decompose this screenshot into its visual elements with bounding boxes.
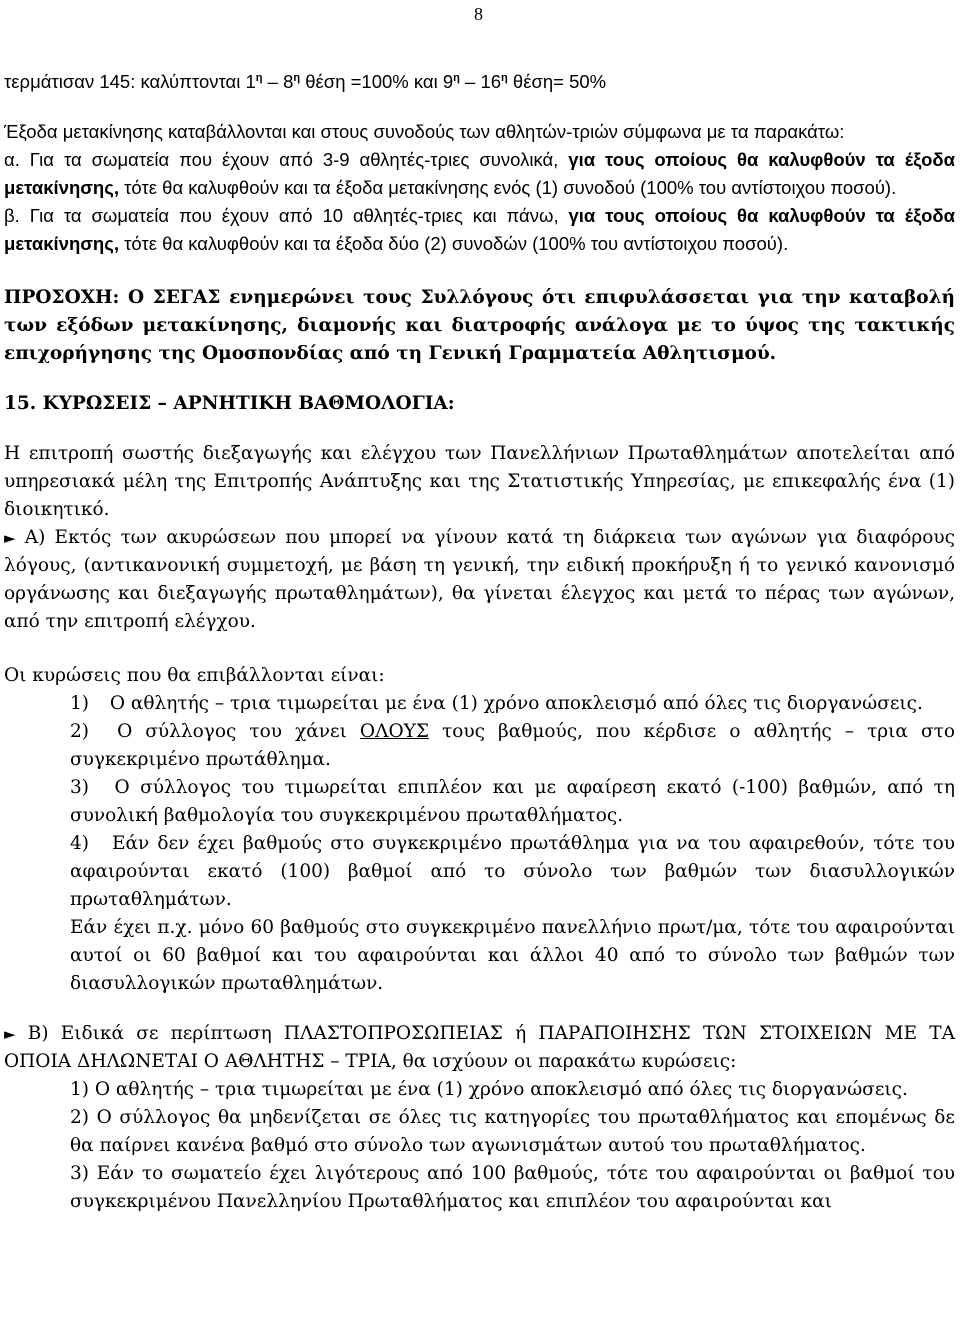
penalties-list <box>4 690 955 998</box>
text: β. Για τα σωματεία που έχουν από 10 αθλητές-τριες και πάνω, <box>4 205 569 226</box>
text: – 8 <box>262 71 294 92</box>
superscript: η <box>255 71 263 84</box>
text: θέση =100% και 9 <box>300 71 454 92</box>
text: Εάν δεν έχει βαθμούς στο συγκεκριμένο πρωτάθλημα για να του αφαιρεθούν, τότε του αφαιρούνται εκατό (100) βαθμοί από το σύνολο των βαθμών των διασυλλογικών πρωταθλημάτων. <box>70 833 955 910</box>
list-item <box>70 774 955 830</box>
list-item: 1) Ο αθλητής – τρια τιμωρείται με ένα (1) χρόνο αποκλεισμό από όλες τις διοργανώσεις. <box>70 1079 908 1100</box>
item-a-paragraph <box>4 146 955 202</box>
text: Ο σύλλογος του χάνει <box>104 721 360 742</box>
text: Ο σύλλογος του τιμωρείται επιπλέον και με αφαίρεση εκατό (-100) βαθμών, από τη συνολική βαθμολογία του συγκεκριμένου πρωταθλήματος. <box>70 777 955 826</box>
item-number: 1) <box>70 693 89 714</box>
penalties-title: Οι κυρώσεις που θα επιβάλλονται είναι: <box>4 665 385 686</box>
bold-text: για τους οποίους θα καλυφθούν τα έξοδα μετακίνησης, <box>4 205 955 254</box>
superscript: η <box>293 71 301 84</box>
item-b-paragraph <box>4 202 955 258</box>
text: θέση= 50% <box>507 71 607 92</box>
list-item <box>70 830 955 914</box>
notice-paragraph <box>4 284 955 368</box>
text: Ο αθλητής – τρια τιμωρείται με ένα (1) χρόνο αποκλεισμό από όλες τις διοργανώσεις. <box>104 693 923 714</box>
list-item <box>70 718 955 774</box>
list-item: 3) Εάν το σωματείο έχει λιγότερους από 100 βαθμούς, τότε του αφαιρούνται οι βαθμοί του συγκεκριμένου Πανελληνίου Πρωταθλήματος και επιπλέον του αφαιρούνται και <box>70 1163 955 1212</box>
item-number: 2) <box>70 721 89 742</box>
superscript: η <box>453 71 460 84</box>
point-a-paragraph <box>4 524 955 636</box>
text: τότε θα καλυφθούν και τα έξοδα δύο (2) συνοδών (100% του αντίστοιχου ποσού). <box>118 233 789 254</box>
text: τότε θα καλυφθούν και τα έξοδα μετακίνησης ενός (1) συνοδού (100% του αντίστοιχου ποσού). <box>118 177 897 198</box>
arrow-icon: ► <box>4 529 16 547</box>
placement-coverage-line <box>4 68 955 96</box>
page-number: 8 <box>474 4 483 24</box>
arrow-icon: ► <box>4 1025 16 1043</box>
list-item: 2) Ο σύλλογος θα μηδενίζεται σε όλες τις κατηγορίες του πρωταθλήματος και επομένως δε θα παίρνει κανένα βαθμό στο σύνολο των αγωνισμάτων αυτού του πρωταθλήματος. <box>70 1107 955 1156</box>
text: – 16 <box>459 71 502 92</box>
notice-text: ΠΡΟΣΟΧΗ: Ο ΣΕΓΑΣ ενημερώνει τους Συλλόγους ότι επιφυλάσσεται για την καταβολή των εξόδων μετακίνησης, διαμονής και διατροφής ανάλογα με το ύψος της τακτικής επιχορήγησης της Ομοσπονδίας από τη Γενική Γραμματεία Αθλητισμού. <box>4 287 955 364</box>
point-b-paragraph <box>4 1020 955 1076</box>
underlined-text: ΟΛΟΥΣ <box>359 721 429 742</box>
section-heading <box>4 390 955 418</box>
heading-text: 15. ΚΥΡΩΣΕΙΣ – ΑΡΝΗΤΙΚΗ ΒΑΘΜΟΛΟΓΙΑ: <box>4 393 455 414</box>
example-paragraph: Εάν έχει π.χ. μόνο 60 βαθμούς στο συγκεκριμένο πανελλήνιο πρωτ/μα, τότε του αφαιρούνται αυτοί οι 60 βαθμοί και του αφαιρούνται και άλλοι 40 από το σύνολο των βαθμών των διασυλλογικών πρωταθλημάτων. <box>70 917 955 994</box>
travel-expenses-paragraph: Έξοδα μετακίνησης καταβάλλονται και στους συνοδούς των αθλητών-τριών σύμφωνα με τα παρακάτω: <box>4 121 845 142</box>
committee-paragraph: Η επιτροπή σωστής διεξαγωγής και ελέγχου των Πανελλήνιων Πρωταθλημάτων αποτελείται από υπηρεσιακά μέλη της Επιτροπής Ανάπτυξης και της Στατιστικής Υπηρεσίας, με επικεφαλής ένα (1) διοικητικό. <box>4 443 955 520</box>
text: τερμάτισαν 145: καλύπτονται 1 <box>4 71 256 92</box>
text: α. Για τα σωματεία που έχουν από 3-9 αθλητές-τριες συνολικά, <box>4 149 569 170</box>
list-item <box>70 690 955 718</box>
text: Β) Ειδικά σε περίπτωση ΠΛΑΣΤΟΠΡΟΣΩΠΕΙΑΣ ή ΠΑΡΑΠΟΙΗΣΗΣ ΤΩΝ ΣΤΟΙΧΕΙΩΝ ΜΕ ΤΑ ΟΠΟΙΑ ΔΗΛΩΝΕΤΑΙ Ο ΑΘΛΗΤΗΣ – ΤΡΙΑ, θα ισχύουν οι παρακάτω κυρώσεις: <box>4 1023 955 1072</box>
item-number: 4) <box>70 833 89 854</box>
document-body <box>4 68 955 1216</box>
superscript: η <box>501 71 508 84</box>
item-number: 3) <box>70 777 89 798</box>
text: τους βαθμούς, που κέρδισε ο αθλητής – τρια στο συγκεκριμένο πρωτάθλημα. <box>70 721 955 770</box>
bold-text: για τους οποίους θα καλυφθούν τα έξοδα μετακίνησης, <box>4 149 955 198</box>
text: Α) Εκτός των ακυρώσεων που μπορεί να γίνουν κατά τη διάρκεια των αγώνων για διαφόρους λόγους, (αντικανονική συμμετοχή, με βάση τη γενική, την ειδική προκήρυξη ή το γενικό κανονισμό οργάνωσης και διεξαγωγής πρωταθλημάτων), θα γίνεται έλεγχος και μετά το πέρας των αγώνων, από την επιτροπή ελέγχου. <box>4 527 955 632</box>
point-b-list <box>4 1076 955 1216</box>
